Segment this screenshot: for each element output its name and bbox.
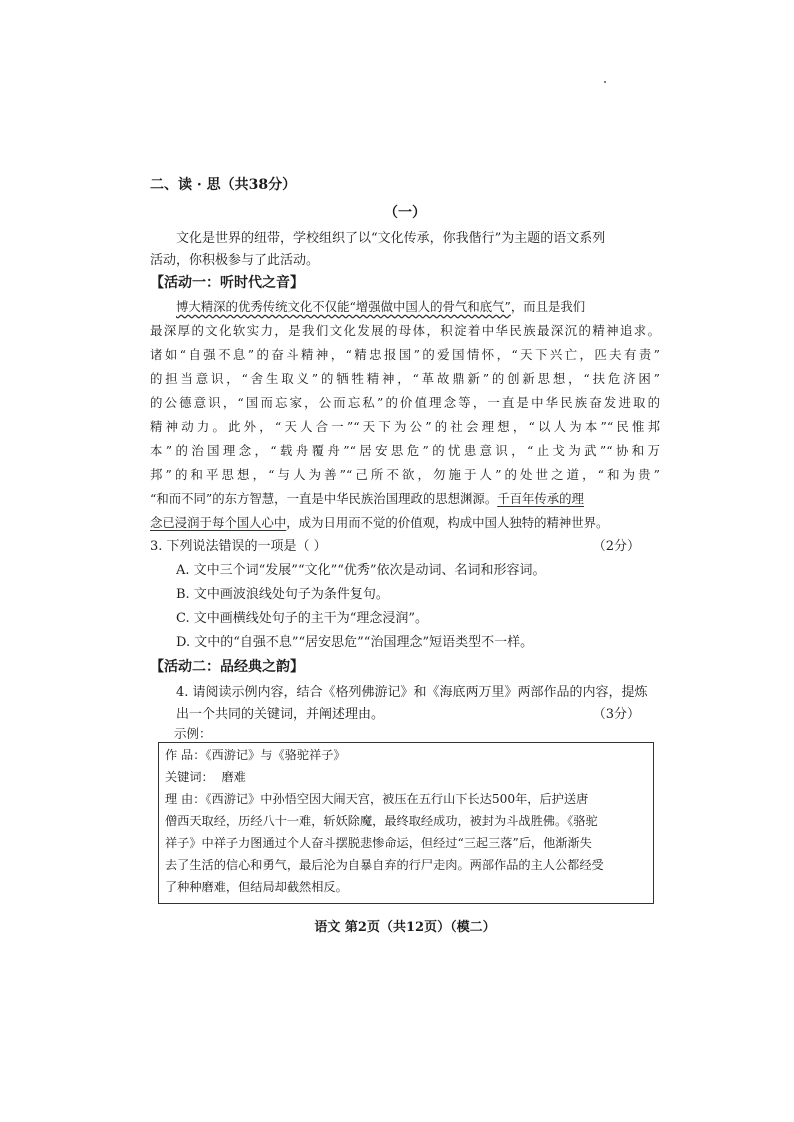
example-reason-3: 祥子》中祥子力图通过个人奋斗摆脱悲惨命运，但经过“三起三落”后，他渐渐失 [165, 836, 592, 850]
q4-stem-line-2: 出一个共同的关键词，并阐述理由。 （3分） [176, 707, 640, 722]
example-reason-5: 了种种磨难，但结局却截然相反。 [165, 880, 348, 894]
example-reason-2: 僧西天取经，历经八十一难，斩妖除魔，最终取经成功，被封为斗战胜佛。《骆驼 [165, 814, 598, 828]
underlined-sentence-part2: 念已浸润于每个国人心中 [150, 515, 287, 530]
q3-option-a: A. 文中三个词“发展”“文化”“优秀”依次是动词、名词和形容词。 [176, 563, 546, 578]
q4-stem-line-1: 4. 请阅读示例内容，结合《格列佛游记》和《海底两万里》两部作品的内容，提炼 [176, 685, 648, 700]
wavy-underlined-sentence: 博大精深的优秀传统文化不仅能“增强做中国人的骨气和底气” [176, 299, 511, 314]
activity1-title: 【活动一：听时代之音】 [150, 275, 304, 291]
passage-line-2: 最深厚的文化软实力，是我们文化发展的母体，积淀着中华民族最深沉的精神追求。 [150, 323, 660, 338]
underlined-sentence-part1: 千百年传承的理 [497, 491, 584, 506]
example-works: 作 品：《西游记》与《骆驼祥子》 [165, 748, 346, 762]
scan-speck [604, 81, 606, 83]
passage-line-5: 的公德意识，“国而忘家，公而忘私”的价值理念等，一直是中华民族奋发进取的 [150, 395, 660, 410]
passage-line-4: 的担当意识，“舍生取义”的牺牲精神，“革故鼎新”的创新思想，“扶危济困” [150, 371, 660, 386]
passage-line-1: 博大精深的优秀传统文化不仅能“增强做中国人的骨气和底气”，而且是我们 [176, 299, 586, 314]
passage-line-3: 诸如“自强不息”的奋斗精神，“精忠报国”的爱国情怀，“天下兴亡，匹夫有责” [150, 347, 660, 362]
example-keyword: 关键词： 磨难 [165, 770, 246, 784]
q4-score: （3分） [592, 707, 640, 722]
example-reason-4: 去了生活的信心和勇气，最后沦为自暴自弃的行尸走肉。两部作品的主人公都经受 [165, 858, 604, 872]
example-box [158, 742, 654, 904]
activity2-title: 【活动二：品经典之韵】 [150, 659, 304, 675]
passage-line-7: 本”的治国理念，“载舟覆舟”“居安思危”的忧患意识，“止戈为武”“协和万 [150, 443, 660, 458]
example-reason-1: 理 由：《西游记》中孙悟空因大闹天宫，被压在五行山下长达500年，后护送唐 [165, 792, 589, 806]
intro-line-2: 活动，你积极参与了此活动。 [150, 253, 320, 268]
passage-line-9: “和而不同”的东方智慧，一直是中华民族治国理政的思想渊源。千百年传承的理 [150, 491, 584, 506]
q3-stem: 3. 下列说法错误的一项是（ ） （2分） [150, 539, 640, 554]
q3-option-d: D. 文中的“自强不息”“居安思危”“治国理念”短语类型不一样。 [176, 635, 534, 650]
q3-option-b: B. 文中画波浪线处句子为条件复句。 [176, 587, 389, 602]
exam-page [150, 160, 660, 935]
section-title: 二、读 · 思（共38分） [150, 177, 297, 193]
example-label: 示例： [174, 726, 212, 741]
q3-option-c: C. 文中画横线处句子的主干为“理念浸润”。 [176, 611, 429, 626]
part-title: （一） [384, 205, 426, 221]
page-footer: 语文 第2页（共12页）（模二） [314, 920, 496, 935]
passage-line-8: 邦”的和平思想，“与人为善”“己所不欲，勿施于人”的处世之道，“和为贵” [150, 467, 660, 482]
passage-line-10: 念已浸润于每个国人心中，成为日用而不觉的价值观，构成中国人独特的精神世界。 [150, 515, 609, 530]
q3-score: （2分） [592, 539, 640, 554]
intro-line-1: 文化是世界的纽带，学校组织了以“文化传承，你我偕行”为主题的语文系列 [176, 231, 606, 246]
passage-line-6: 精神动力。此外，“天人合一”“天下为公”的社会理想，“以人为本”“民惟邦 [150, 419, 660, 434]
